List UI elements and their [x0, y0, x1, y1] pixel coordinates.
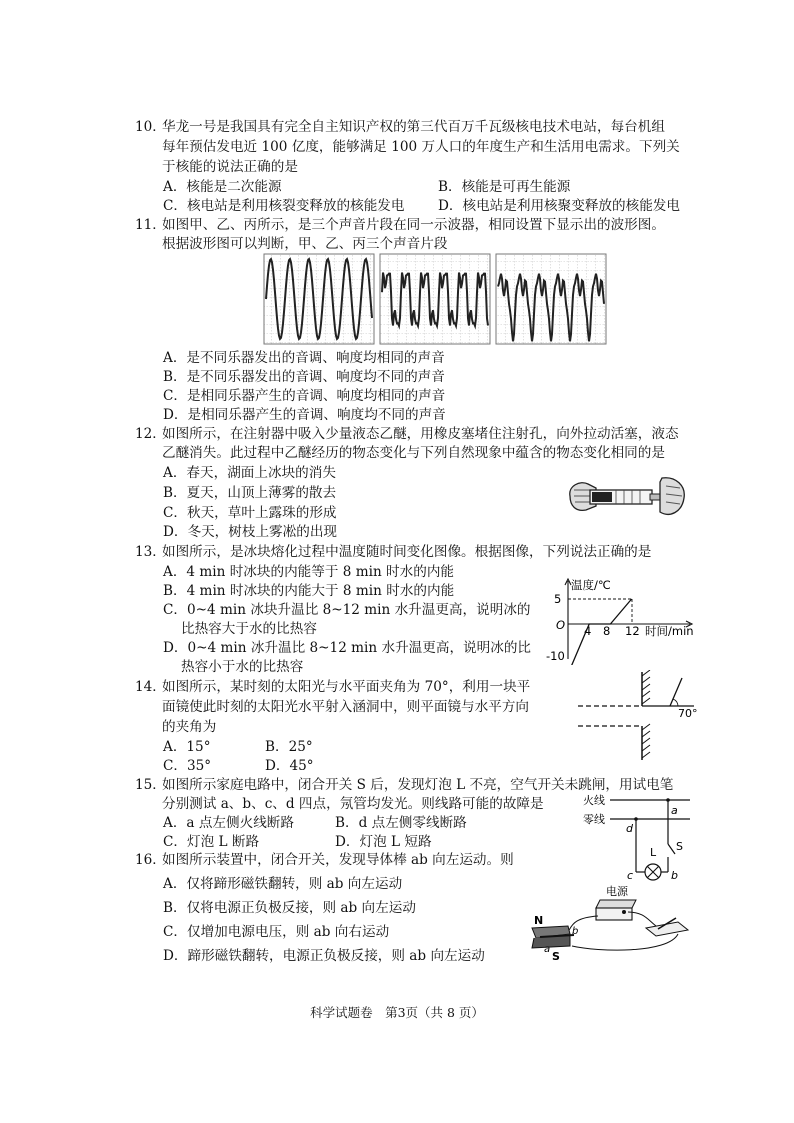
q16-pole-s: S	[552, 950, 560, 962]
q13-x-label: 时间/min	[645, 624, 694, 638]
q13-option-b: B．4 min 时冰块的内能大于 8 min 时水的内能	[163, 583, 455, 599]
q14-stem-line: 如图所示，某时刻的太阳光与水平面夹角为 70°，利用一块平	[162, 679, 531, 695]
q11-option-c: C．是相同乐器产生的音调、响度均相同的声音	[163, 388, 446, 404]
q11-option-d: D．是相同乐器产生的音调、响度均不同的声音	[163, 407, 446, 423]
q15-lamp-label: L	[650, 846, 657, 859]
q15-live-label: 火线	[583, 794, 605, 807]
q14-angle-arc	[673, 699, 678, 706]
q10-stem-line: 华龙一号是我国具有完全自主知识产权的第三代百万千瓦级核电技术电站，每台机组	[162, 119, 665, 135]
q16-wire-3	[572, 934, 678, 950]
q13-y-label: 温度/℃	[571, 578, 611, 592]
q14-option-b: B．25°	[265, 739, 313, 755]
q12-stem-line: 如图所示，在注射器中吸入少量液态乙醚，用橡皮塞堵住注射孔，向外拉动活塞，液态	[162, 426, 679, 442]
q16-option-d: D．蹄形磁铁翻转，电源正负极反接，则 ab 向左运动	[163, 948, 485, 964]
q15-option-c: C．灯泡 L 断路	[163, 834, 260, 850]
q10-option-a: A．核能是二次能源	[163, 179, 282, 195]
q16-pole-n: N	[534, 914, 544, 927]
q16-power-label: 电源	[606, 885, 628, 898]
q12-stem-line: 乙醚消失。此过程中乙醚经历的物态变化与下列自然现象中蕴含的物态变化相同的是	[162, 445, 665, 461]
q16-number: 16．	[135, 852, 166, 868]
q11-option-b: B．是不同乐器发出的音调、响度均不同的声音	[163, 369, 445, 385]
q13-stem-line: 如图所示，是冰块熔化过程中温度随时间变化图像。根据图像，下列说法正确的是	[162, 544, 652, 560]
q13-origin-label: O	[556, 618, 566, 632]
q13-x-tick-8: 8	[603, 624, 611, 638]
q13-option-a: A．4 min 时冰块的内能等于 8 min 时水的内能	[163, 564, 455, 580]
q10-option-b: B．核能是可再生能源	[438, 179, 571, 195]
q14-stem-line: 的夹角为	[162, 719, 217, 735]
q15-switch-label: S	[676, 840, 683, 853]
q14-option-c: C．35°	[163, 758, 212, 774]
q16-stem-line: 如图所示装置中，闭合开关，发现导体棒 ab 向左运动。则	[162, 852, 514, 868]
q13-number: 13．	[135, 544, 166, 560]
q15-stem-line: 分别测试 a、b、c、d 四点，氖管均发光。则线路可能的故障是	[162, 796, 544, 812]
q14-option-a: A．15°	[163, 739, 211, 755]
q12-rubber-stopper	[592, 492, 612, 502]
q10-option-d: D．核电站是利用核聚变释放的核能发电	[438, 198, 680, 214]
q14-culvert-figure	[578, 670, 698, 766]
q15-point-b: b	[671, 869, 678, 882]
q11-oscilloscope-figure	[262, 252, 608, 348]
q13-option-c: C．0~4 min 冰块升温比 8~12 min 水升温更高，说明冰的	[163, 602, 531, 618]
q10-number: 10．	[135, 119, 166, 135]
q15-point-c: c	[627, 869, 634, 882]
q14-number: 14．	[135, 679, 166, 695]
q14-sun-ray	[670, 678, 682, 706]
q11-stem-line: 根据波形图可以判断，甲、乙、丙三个声音片段	[162, 236, 448, 252]
q11-screen-yi	[380, 254, 490, 344]
q15-option-b: B．d 点左侧零线断路	[335, 815, 467, 831]
q16-apparatus-figure	[528, 882, 700, 962]
q14-wall-hatching	[642, 670, 650, 758]
q13-temperature-graph	[540, 575, 700, 665]
q10-option-c: C．核电站是利用核裂变释放的核能发电	[163, 198, 405, 214]
q12-option-a: A．春天，湖面上冰块的消失	[163, 465, 336, 481]
q15-option-a: A．a 点左侧火线断路	[163, 815, 294, 831]
q13-y-tick-5: 5	[554, 592, 562, 606]
q13-y-tick-neg10: -10	[546, 649, 565, 663]
q12-syringe-figure	[566, 472, 688, 522]
q14-angle-label: 70°	[678, 707, 698, 720]
q11-option-a: A．是不同乐器发出的音调、响度均相同的声音	[163, 350, 445, 366]
q13-x-tick-4: 4	[584, 624, 592, 638]
q14-stem-line: 面镜使此时刻的太阳光水平射入涵洞中，则平面镜与水平方向	[162, 699, 530, 715]
q16-option-b: B．仅将电源正负极反接，则 ab 向左运动	[163, 900, 416, 916]
page-footer: 科学试题卷 第3页（共 8 页）	[310, 1005, 484, 1020]
q16-wire-2	[566, 916, 598, 934]
q13-x-tick-12: 12	[625, 624, 640, 638]
q16-rod-b: b	[572, 926, 579, 937]
q16-power-supply	[596, 908, 632, 920]
q14-option-d: D．45°	[265, 758, 314, 774]
q12-option-d: D．冬天，树枝上雾凇的出现	[163, 524, 338, 540]
q13-option-d-cont: 热容小于水的比热容	[181, 659, 304, 675]
q16-option-c: C．仅增加电源电压，则 ab 向右运动	[163, 924, 390, 940]
q12-option-b: B．夏天，山顶上薄雾的散去	[163, 485, 337, 501]
q13-option-c-cont: 比热容大于水的比热容	[181, 621, 317, 637]
q11-stem-line: 如图甲、乙、丙所示，是三个声音片段在同一示波器，相同设置下显示出的波形图。	[162, 217, 665, 233]
q16-option-a: A．仅将蹄形磁铁翻转，则 ab 向左运动	[163, 876, 403, 892]
q13-data-line	[568, 599, 632, 665]
q15-stem-line: 如图所示家庭电路中，闭合开关 S 后，发现灯泡 L 不亮，空气开关未跳闸，用试电笔	[162, 777, 674, 793]
q15-circuit-figure	[582, 792, 694, 882]
q15-number: 15．	[135, 777, 166, 793]
q10-stem-line: 于核能的说法正确的是	[162, 159, 298, 175]
q12-number: 12．	[135, 426, 166, 442]
q12-option-c: C．秋天，草叶上露珠的形成	[163, 505, 337, 521]
q13-option-d: D．0~4 min 冰升温比 8~12 min 水升温更高，说明冰的比	[163, 640, 532, 656]
q11-number: 11．	[135, 217, 166, 233]
q15-point-d: d	[626, 822, 633, 835]
q15-neutral-label: 零线	[583, 813, 605, 826]
q15-option-d: D．灯泡 L 短路	[335, 834, 432, 850]
q15-switch-s	[668, 844, 675, 854]
q15-point-a: a	[671, 804, 678, 817]
q10-stem-line: 每年预估发电近 100 亿度，能够满足 100 万人口的年度生产和生活用电需求。下列关	[162, 139, 680, 155]
q16-rod-a: a	[544, 944, 551, 955]
